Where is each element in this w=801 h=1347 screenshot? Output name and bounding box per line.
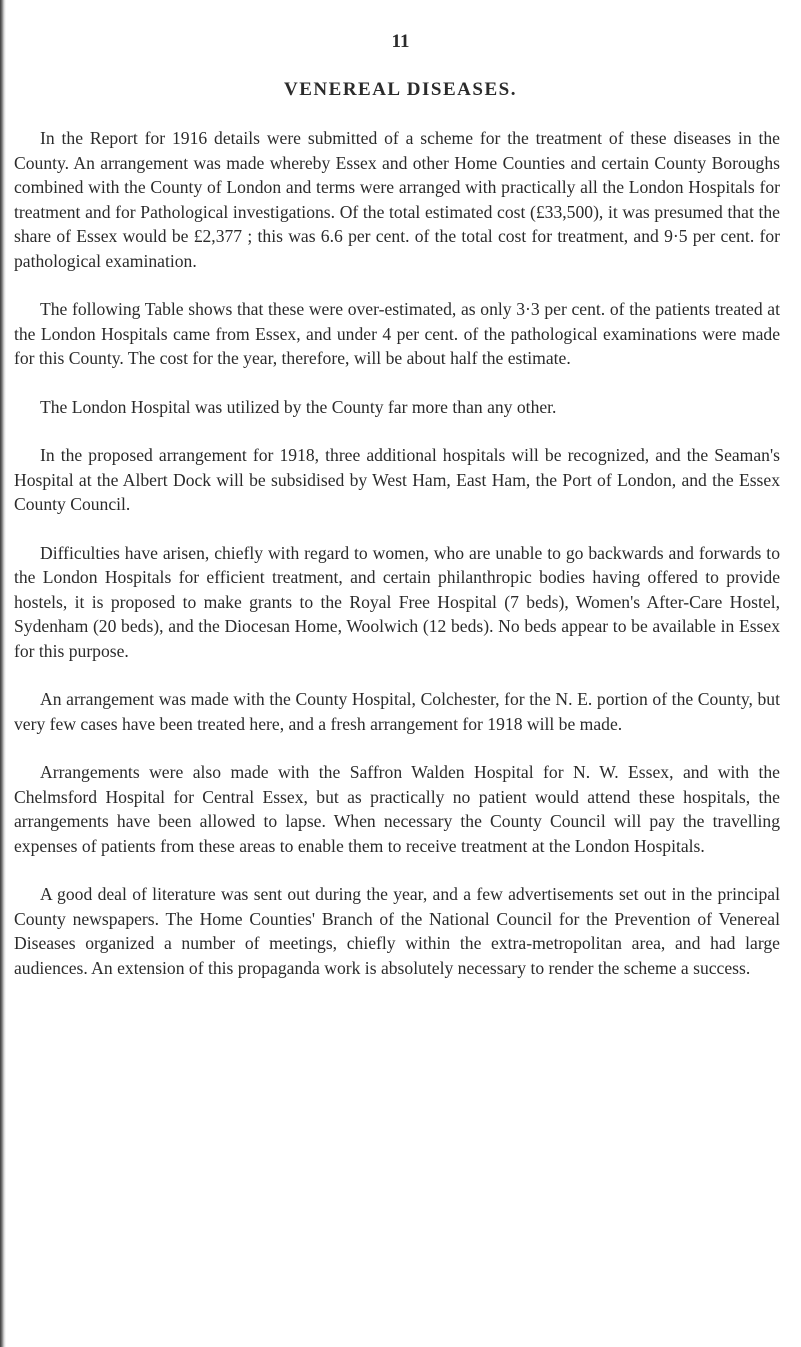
document-body <box>14 126 780 1004</box>
paragraph: In the Report for 1916 details were submitted of a scheme for the treatment of these diseases in the County. An arrangement was made whereby Essex and other Home Counties and certain County Boroughs combined with the County of London and terms were arranged with practically all the London Hospitals for treatment and for Pathological investigations. Of the total estimated cost (£33,500), it was presumed that the share of Essex would be £2,377 ; this was 6.6 per cent. of the total cost for treatment, and 9·5 per cent. for pathological examination. <box>14 128 780 271</box>
page-number: 11 <box>391 31 410 52</box>
paragraph: The following Table shows that these were over-estimated, as only 3·3 per cent. of the patients treated at the London Hospitals came from Essex, and under 4 per cent. of the pathological examinations were made for this County. The cost for the year, therefore, will be about half the estimate. <box>14 299 780 368</box>
page-title: VENEREAL DISEASES. <box>284 79 517 100</box>
paragraph: An arrangement was made with the County Hospital, Colchester, for the N. E. portion of the County, but very few cases have been treated here, and a fresh arrangement for 1918 will be made. <box>14 689 780 734</box>
page-binding-edge <box>0 0 6 1347</box>
paragraph: Arrangements were also made with the Saffron Walden Hospital for N. W. Essex, and with the Chelmsford Hospital for Central Essex, but as practically no patient would attend these hospitals, the arrangements have been allowed to lapse. When necessary the County Council will pay the travelling expenses of patients from these areas to enable them to receive treatment at the London Hospitals. <box>14 762 780 856</box>
paragraph: Difficulties have arisen, chiefly with regard to women, who are unable to go backwards and forwards to the London Hospitals for efficient treatment, and certain philanthropic bodies having offered to provide hostels, it is proposed to make grants to the Royal Free Hospital (7 beds), Women's After-Care Hostel, Sydenham (20 beds), and the Diocesan Home, Woolwich (12 beds). No beds appear to be available in Essex for this purpose. <box>14 542 780 661</box>
paragraph: A good deal of literature was sent out during the year, and a few advertisements set out in the principal County newspapers. The Home Counties' Branch of the National Council for the Prevention of Venereal Diseases organized a number of meetings, chiefly within the extra-metropolitan area, and had large audiences. An extension of this propaganda work is absolutely necessary to render the scheme a success. <box>14 884 780 978</box>
paragraph: The London Hospital was utilized by the County far more than any other. <box>40 396 557 417</box>
paragraph: In the proposed arrangement for 1918, three additional hospitals will be recognized, and the Seaman's Hospital at the Albert Dock will be subsidised by West Ham, East Ham, the Port of London, and the Essex County Council. <box>14 445 780 514</box>
